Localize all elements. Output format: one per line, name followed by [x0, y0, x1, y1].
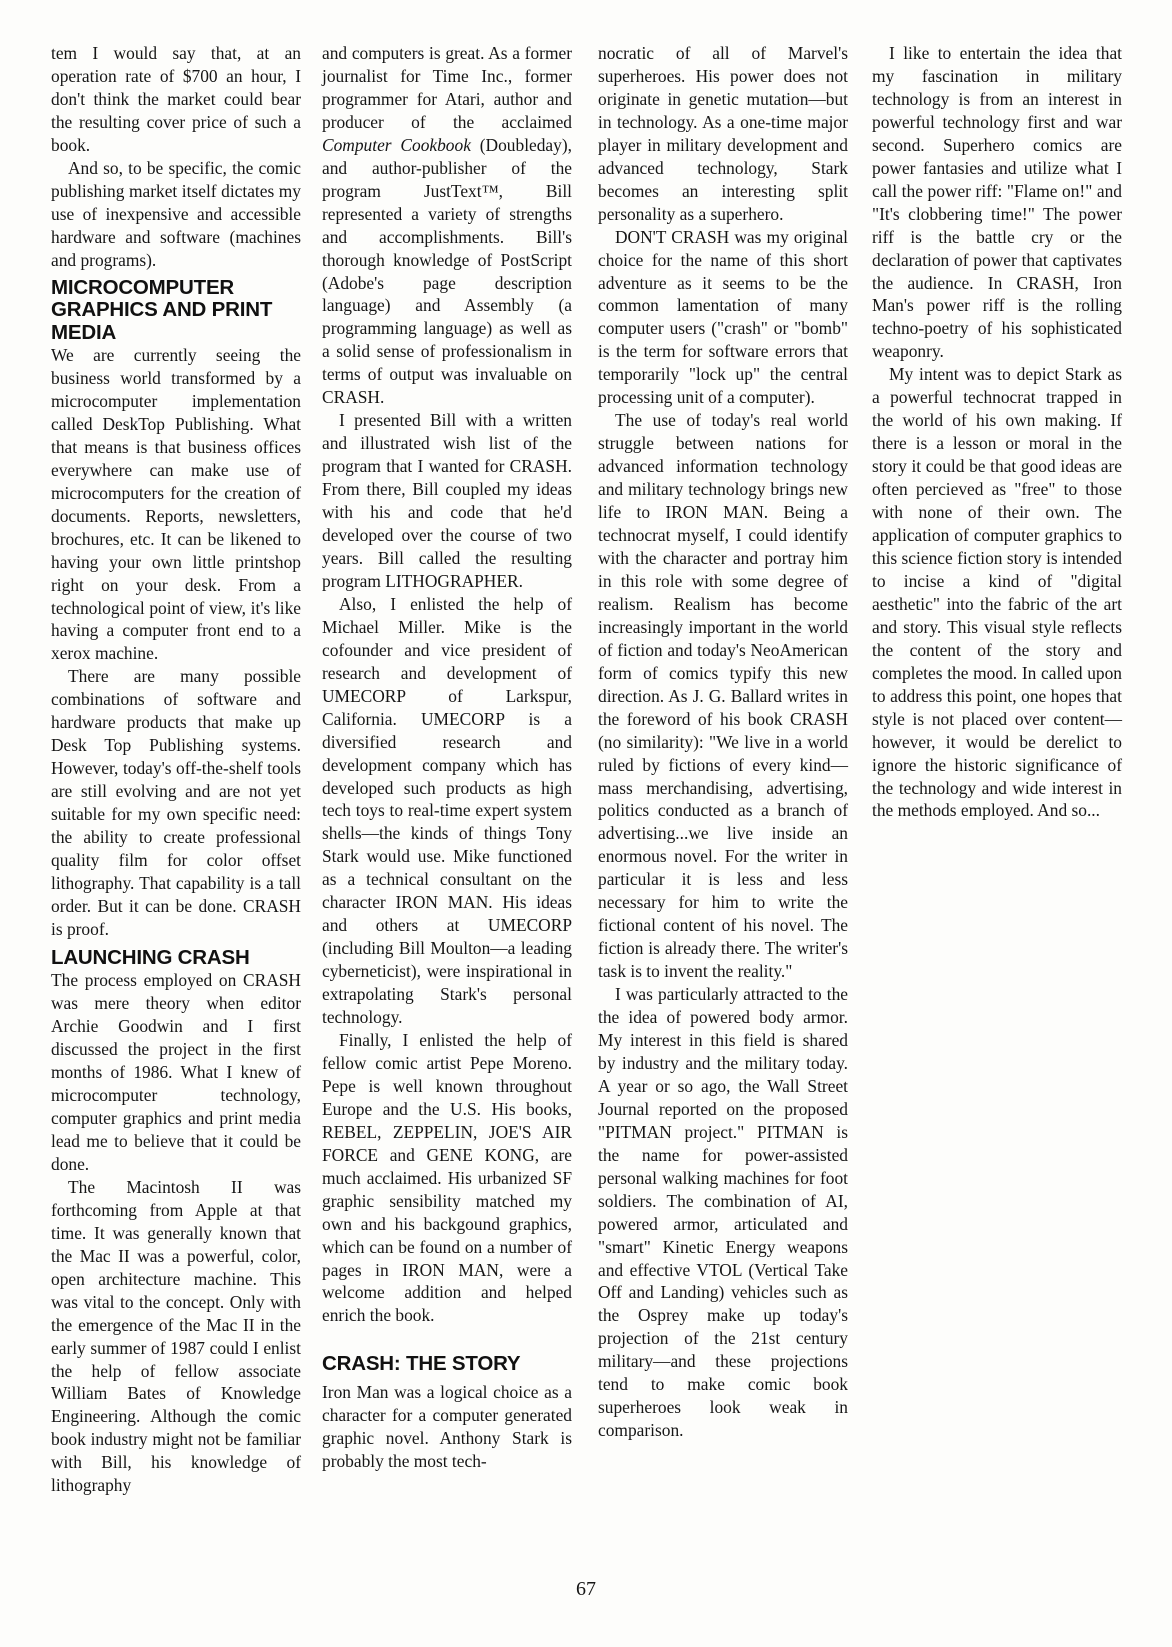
- paragraph: [322, 42, 572, 409]
- paragraph: Finally, I enlisted the help of fellow comic artist Pepe Moreno. Pepe is well known throughout Europe and the U.S. His books, REBEL, ZEPPELIN, JOE'S AIR FORCE and GENE KONG, are much acclaimed. His urbanized SF graphic sensibility matched my own and his backgound graphics, which can be found on a number of pages in IRON MAN, were a welcome addition and helped enrich the book.: [322, 1029, 572, 1326]
- paragraph: tem I would say that, at an operation rate of $700 an hour, I don't think the market could bear the resulting cover price of such a book.: [51, 43, 301, 155]
- text-column-3: [598, 42, 848, 1442]
- text-column-1: [51, 42, 301, 1497]
- paragraph: My intent was to depict Stark as a powerful technocrat trapped in the world of his own making. If there is a lesson or moral in the story it could be that good ideas are often percieved as "free" to those with none of their own. The application of computer graphics to this science fiction story is intended to incise a kind of "digital aesthetic" into the fabric of the art and story. This visual style reflects the content of the story and completes the mood. In called upon to address this point, one hopes that style is not placed over content—however, it would be derelict to ignore the historic significance of the technology and wide interest in the methods employed. And so...: [872, 364, 1122, 821]
- section-heading-crash-story: CRASH: THE STORY: [322, 1352, 521, 1376]
- paragraph: There are many possible combinations of software and hardware products that make up Desk Top Publishing systems. However, today's off-the-shelf tools are still evolving and are not yet suitable for my own specific need: the ability to create professional quality film for color offset lithography. That capability is a tall order. But it can be done. CRASH is proof.: [51, 666, 301, 939]
- paragraph: nocratic of all of Marvel's superheroes. His power does not originate in genetic mutation—but in technology. As a one-time major player in military development and advanced technology, Stark becomes an interesting split personality as a superhero.: [598, 43, 848, 224]
- page-number: 67: [576, 1578, 596, 1600]
- paragraph: And so, to be specific, the comic publishing market itself dictates my use of inexpensive and accessible hardware and software (machines and programs).: [51, 157, 301, 270]
- section-heading-launching: LAUNCHING CRASH: [51, 945, 250, 969]
- paragraph: I presented Bill with a written and illustrated wish list of the program that I wanted for CRASH. From there, Bill coupled my ideas with his and code that he'd developed over the course of two years. Bill called the resulting program LITHOGRAPHER.: [322, 410, 572, 591]
- paragraph: We are currently seeing the business world transformed by a microcomputer implementation called DeskTop Publishing. What that means is that business offices everywhere can make use of microcomputers for the creation of documents. Reports, newsletters, brochures, etc. It can be likened to having your own little printshop right on your desk. From a technological point of view, it's like having a computer front end to a xerox machine.: [51, 345, 301, 664]
- book-title-italic: Computer Cookbook: [322, 134, 471, 155]
- paragraph: DON'T CRASH was my original choice for the name of this short adventure as it seems to be the common lamentation of many computer users ("crash" or "bomb" is the term for software errors that temporarily "lock up" the central processing unit of a computer).: [598, 226, 848, 408]
- paragraph: I was particularly attracted to the the idea of powered body armor. My interest in this field is shared by industry and the military today. A year or so ago, the Wall Street Journal reported on the proposed "PITMAN project." PITMAN is the name for power-assisted personal walking machines for foot soldiers. The combination of AI, powered armor, articulated and "smart" Kinetic Energy weapons and effective VTOL (Vertical Take Off and Landing) vehicles such as the Osprey make up today's projection of the 21st century military—and these projections tend to make comic book superheroes look weak in comparison.: [598, 984, 848, 1441]
- paragraph: The Macintosh II was forthcoming from Apple at that time. It was generally known that the Mac II was a powerful, color, open architecture machine. This was vital to the concept. Only with the emergence of the Mac II in the early summer of 1987 could I enlist the help of fellow associate William Bates of Knowledge Engineering. Although the comic book industry might not be familiar with Bill, his knowledge of lithography: [51, 1176, 301, 1496]
- paragraph: I like to entertain the idea that my fascination in military technology is from an interest in powerful technology first and war second. Superhero comics are power fantasies and utilize what I call the power riff: "Flame on!" and "It's clobbering time!" The power riff is the battle cry or the declaration of power that captivates the audience. In CRASH, Iron Man's power riff is the rolling techno-poetry of his sophisticated weaponry.: [872, 43, 1122, 362]
- paragraph: Also, I enlisted the help of Michael Miller. Mike is the cofounder and vice president of research and development of UMECORP of Larkspur, California. UMECORP is a diversified research and development company which has developed such products as high tech toys to real-time expert system shells—the kinds of things Tony Stark would use. Mike functioned as a technical consultant on the character IRON MAN. His ideas and others at UMECORP (including Bill Moulton—a leading cyberneticist), were inspirational in extrapolating Stark's personal technology.: [322, 593, 572, 1028]
- section-heading-microcomputer: MICROCOMPUTER GRAPHICS AND PRINT MEDIA: [51, 275, 273, 344]
- paragraph: The process employed on CRASH was mere theory when editor Archie Goodwin and I first discussed the project in the first months of 1986. What I knew of microcomputer technology, computer graphics and print media lead me to believe that it could be done.: [51, 970, 301, 1174]
- text-run: (Doubleday), and author-publisher of the program JustText™, Bill represented a variety of strengths and accomplishments. Bill's thorough knowledge of PostScript (Adobe's page description language) and Assembly (a programming language) as well as a solid sense of professionalism in terms of output was invaluable on CRASH.: [322, 134, 572, 408]
- paragraph: The use of today's real world struggle between nations for advanced information technology and military technology brings new life to IRON MAN. Being a technocrat myself, I could identify with the character and portray him in this role with some degree of realism. Realism has become increasingly important in the world of fiction and today's NeoAmerican form of comics typify this new direction. As J. G. Ballard writes in the foreword of his book CRASH (no similarity): "We live in a world ruled by fictions of every kind—mass merchandising, advertising, politics conducted as a branch of advertising...we live inside an enormous novel. For the writer in particular it is less and less necessary for him to write the fictional content of his novel. The fiction is already there. The writer's task is to invent the reality.": [598, 410, 848, 982]
- text-run: and computers is great. As a former journalist for Time Inc., former programmer for Atari, author and producer of the acclaimed: [322, 43, 572, 132]
- text-column-2: [322, 42, 572, 1473]
- text-column-4: [872, 42, 1122, 822]
- paragraph: Iron Man was a logical choice as a character for a computer generated graphic novel. Anthony Stark is probably the most tech-: [322, 1381, 572, 1471]
